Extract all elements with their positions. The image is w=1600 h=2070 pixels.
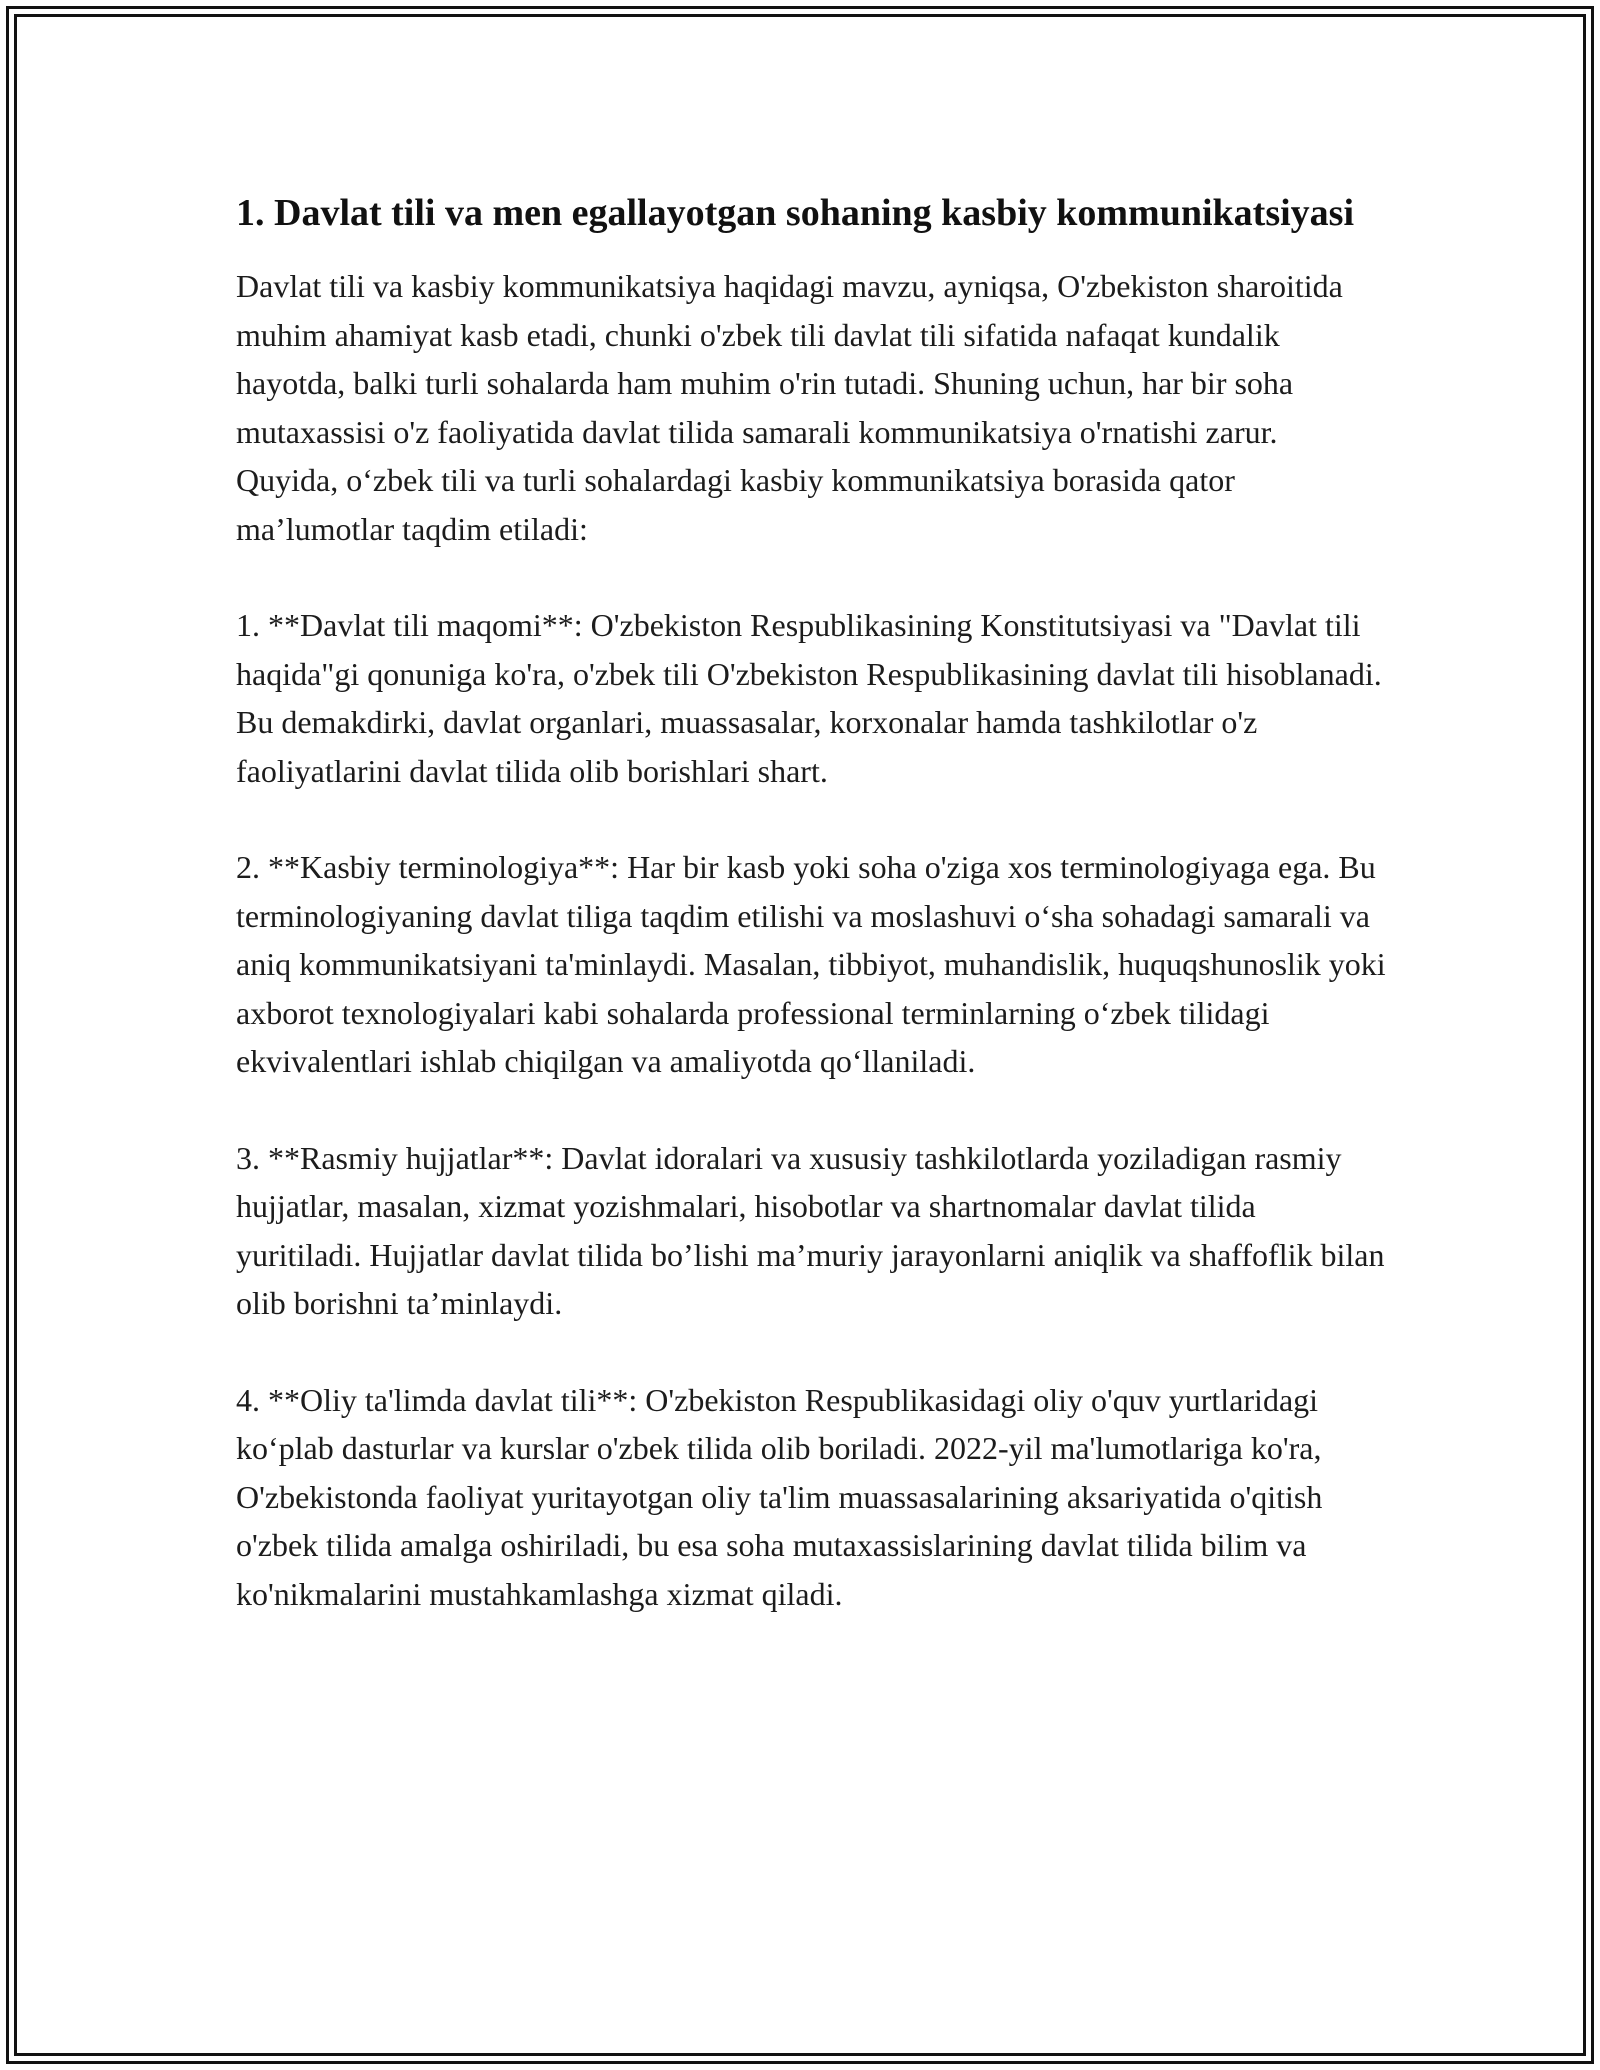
- intro-paragraph: Davlat tili va kasbiy kommunikatsiya haqidagi mavzu, ayniqsa, O'zbekiston sharoitida muhim ahamiyat kasb etadi, chunki o'zbek tili davlat tili sifatida nafaqat kundalik hayotda, balki turli sohalarda ham muhim o'rin tutadi. Shuning uchun, har bir soha mutaxassisi o'z faoliyatida davlat tilida samarali kommunikatsiya o'rnatishi zarur. Quyida, o‘zbek tili va turli sohalardagi kasbiy kommunikatsiya borasida qator ma’lumotlar taqdim etiladi:: [236, 268, 1343, 547]
- paragraph-higher-education: 4. **Oliy ta'limda davlat tili**: O'zbekiston Respublikasidagi oliy o'quv yurtlaridagi ko‘plab dasturlar va kurslar o'zbek tilida olib boriladi. 2022-yil ma'lumotlariga ko'ra, O'zbekistonda faoliyat yuritayotgan oliy ta'lim muassasalarining aksariyatida o'qitish o'zbek tilida amalga oshiriladi, bu esa soha mutaxassislarining davlat tilida bilim va ko'nikmalarini mustahkamlashga xizmat qiladi.: [236, 1381, 1323, 1612]
- paragraph-official-documents: 3. **Rasmiy hujjatlar**: Davlat idoralari va xususiy tashkilotlarda yoziladigan rasmiy hujjatlar, masalan, xizmat yozishmalari, hisobotlar va shartnomalar davlat tilida yuritiladi. Hujjatlar davlat tilida bo’lishi ma’muriy jarayonlarni aniqlik va shaffoflik bilan olib borishni ta’minlaydi.: [236, 1139, 1385, 1321]
- document-body: [236, 186, 1386, 1666]
- paragraph-professional-terminology: 2. **Kasbiy terminologiya**: Har bir kasb yoki soha o'ziga xos terminologiyaga ega. Bu terminologiyaning davlat tiliga taqdim etilishi va moslashuvi o‘sha sohadagi samarali va aniq kommunikatsiyani ta'minlaydi. Masalan, tibbiyot, muhandislik, huquqshunoslik yoki axborot texnologiyalari kabi sohalarda professional terminlarning o‘zbek tilidagi ekvivalentlari ishlab chiqilgan va amaliyotda qo‘llaniladi.: [236, 849, 1386, 1079]
- section-heading: 1. Davlat tili va men egallayotgan sohaning kasbiy kommunikatsiyasi: [236, 192, 1355, 234]
- paragraph-state-language-status: 1. **Davlat tili maqomi**: O'zbekiston Respublikasining Konstitutsiyasi va "Davlat tili haqida"gi qonuniga ko'ra, o'zbek tili O'zbekiston Respublikasining davlat tili hisoblanadi. Bu demakdirki, davlat organlari, muassasalar, korxonalar hamda tashkilotlar o'z faoliyatlarini davlat tilida olib borishlari shart.: [236, 607, 1382, 789]
